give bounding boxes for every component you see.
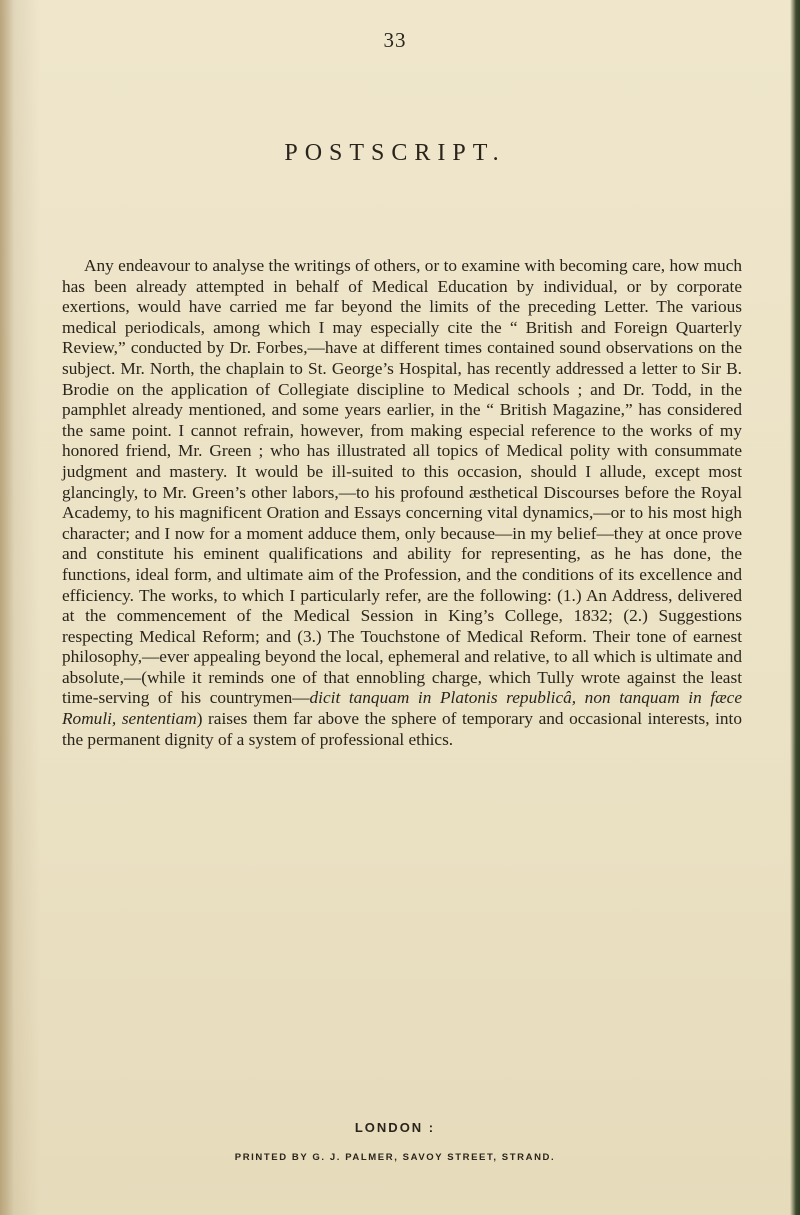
paragraph-text-part-2: ) raises them far above the sphere of temporary and occasional interests, into the permanent dignity of a system of professional ethics. — [62, 709, 742, 749]
postscript-heading: POSTSCRIPT. — [284, 140, 506, 166]
paragraph-text-part-1: Any endeavour to analyse the writings of others, or to examine with becoming care, how much has been already attempted in behalf of Medical Education by individual, or by corporate exertions, would have carried me far beyond the limits of the preceding Letter. The various medical periodicals, among which I may especially cite the “ British and Foreign Quarterly Review,” conducted by Dr. Forbes,—have at different times contained sound observations on the subject. Mr. North, the chaplain to St. George’s Hospital, has recently addressed a letter to Sir B. Brodie on the application of Collegiate discipline to Medical schools ; and Dr. Todd, in the pamphlet already mentioned, and some years earlier, in the “ British Magazine,” has considered the same point. I cannot refrain, however, from making especial reference to the works of my honored friend, Mr. Green ; who has illustrated all topics of Medical polity with consummate judgment and mastery. It would be ill-suited to this occasion, should I allude, except most glancingly, to Mr. Green’s other labors,—to his profound æsthetical Discourses before the Royal Academy, to his magnificent Oration and Essays concerning vital dynamics,—or to his most high character; and I now for a moment adduce them, only because—in my belief—they at once prove and constitute his eminent qualifications and ability for representing, as he has done, the functions, ideal form, and ultimate aim of the Profession, and the conditions of its excellence and efficiency. The works, to which I particularly refer, are the following: (1.) An Address, delivered at the commencement of the Medical Session in King’s College, 1832; (2.) Suggestions respecting Medical Reform; and (3.) The Touchstone of Medical Reform. Their tone of earnest philosophy,—ever appealing beyond the local, ephemeral and relative, to all which is ultimate and absolute,—(while it reminds one of that ennobling charge, which Tully wrote against the least time-serving of his countrymen— — [62, 256, 742, 708]
imprint-printer: PRINTED BY G. J. PALMER, SAVOY STREET, STRAND. — [234, 1152, 556, 1163]
postscript-paragraph — [62, 256, 742, 750]
page-number: 33 — [383, 28, 407, 52]
binding-gutter-shadow — [0, 0, 14, 1215]
latin-quotation: dicit tanquam in Platonis republicâ, non tanquam in fæce Romuli, sententiam — [62, 688, 742, 729]
imprint-city: LONDON : — [354, 1120, 436, 1135]
page-edge — [790, 0, 800, 1215]
